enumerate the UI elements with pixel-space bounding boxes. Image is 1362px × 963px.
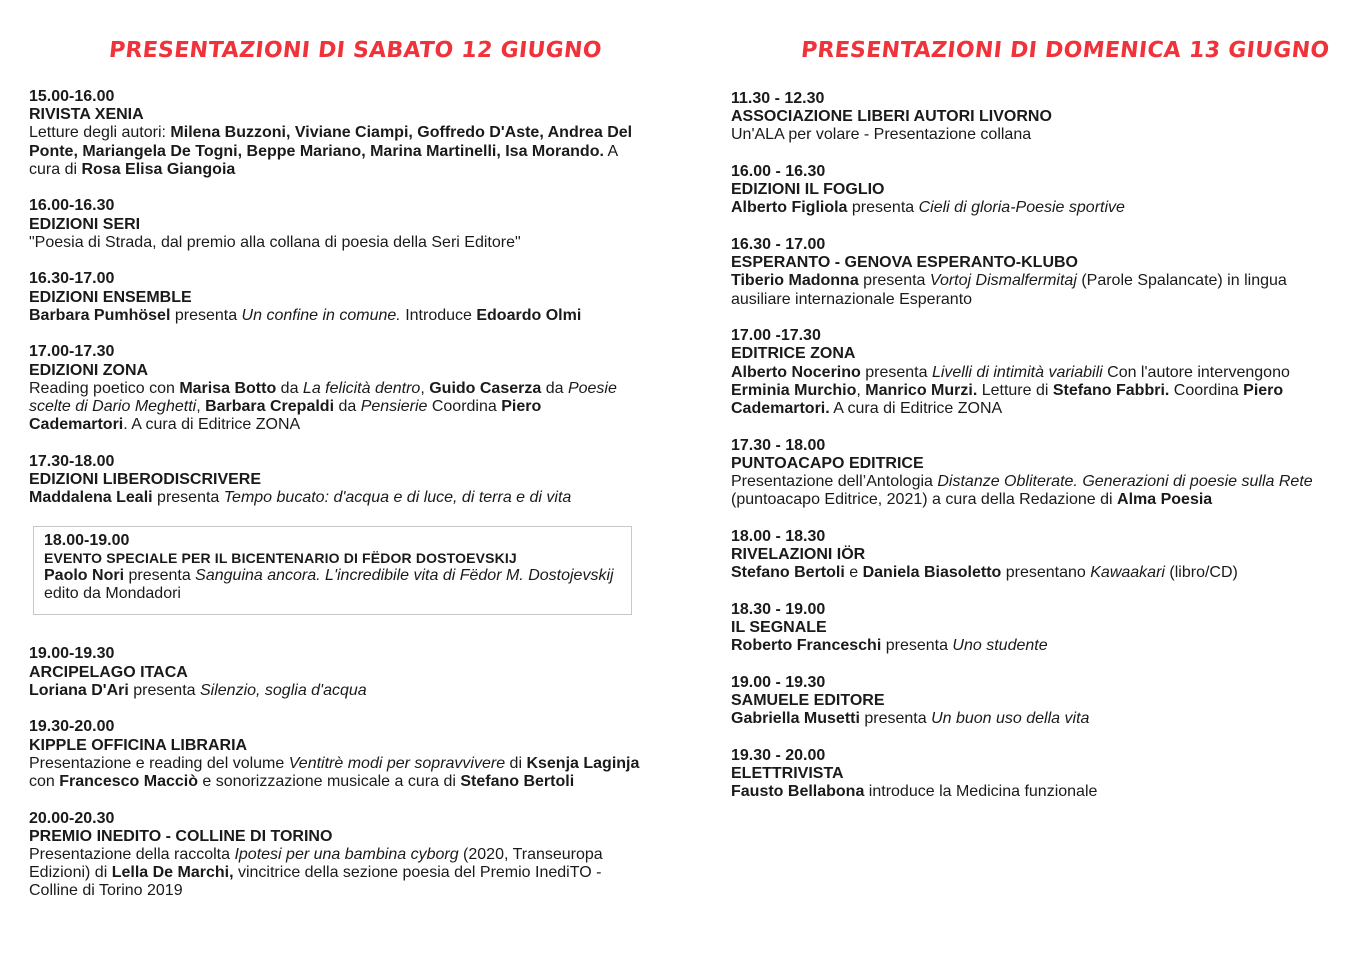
event-title: ESPERANTO - GENOVA ESPERANTO-KLUBO	[731, 254, 1078, 272]
description-text: presenta	[847, 199, 919, 217]
description-text: (puntoacapo Editrice, 2021) a cura della Redazione di	[731, 491, 1118, 509]
person-name: Manrico Murzi.	[865, 381, 978, 399]
event-item	[731, 90, 1331, 145]
description-text: (libro/CD)	[1164, 564, 1238, 582]
person-name: Ksenja Laginja	[526, 754, 640, 772]
person-name: Tiberio Madonna	[731, 272, 859, 290]
person-name: Alma Poesia	[1117, 491, 1213, 509]
person-name: Lella De Marchi,	[111, 864, 234, 882]
event-title: EDIZIONI ZONA	[29, 361, 149, 379]
event-title: KIPPLE OFFICINA LIBRARIA	[29, 736, 248, 754]
person-name: Roberto Franceschi	[731, 637, 882, 655]
person-name: Paolo Nori	[44, 567, 125, 585]
event-description	[44, 567, 621, 603]
event-time: 19.30 - 20.00	[731, 746, 826, 764]
saturday-event-list	[29, 88, 644, 919]
event-description	[29, 489, 644, 507]
event-description	[731, 272, 1331, 308]
event-item	[731, 327, 1331, 418]
event-item	[29, 718, 644, 791]
description-text: presentano	[1001, 564, 1091, 582]
event-description	[731, 564, 1331, 582]
description-text: da	[276, 379, 303, 397]
description-text: (2020, Transeuropa Edizioni) di	[29, 846, 603, 882]
event-time: 17.30-18.00	[29, 452, 115, 470]
description-text: introduce la Medicina funzionale	[864, 783, 1098, 801]
description-text: ,	[856, 381, 866, 399]
description-text: presenta	[859, 710, 932, 728]
event-time: 16.30 - 17.00	[731, 236, 826, 253]
event-title: PUNTOACAPO EDITRICE	[731, 454, 924, 472]
book-title: Uno studente	[952, 637, 1048, 655]
event-time: 16.00 - 16.30	[731, 163, 826, 180]
event-item	[29, 270, 644, 325]
event-title: EDIZIONI SERI	[29, 215, 141, 233]
person-name: Alberto Nocerino	[731, 363, 861, 381]
description-text: edito da Mondadori	[44, 585, 181, 603]
book-title: Livelli di intimità variabili	[931, 363, 1103, 381]
event-time: 19.30-20.00	[29, 718, 115, 736]
event-description	[731, 710, 1331, 728]
event-title: ASSOCIAZIONE LIBERI AUTORI LIVORNO	[731, 108, 1052, 126]
event-item	[29, 810, 644, 901]
event-title: SAMUELE EDITORE	[731, 692, 885, 710]
event-time: 16.30-17.00	[29, 270, 115, 288]
event-time: 17.00-17.30	[29, 343, 115, 361]
description-text: presenta	[170, 306, 242, 324]
description-text: "Poesia di Strada, dal premio alla collana di poesia della Seri Editore"	[29, 233, 521, 251]
event-title: PREMIO INEDITO - COLLINE DI TORINO	[29, 827, 333, 845]
event-title: EDIZIONI ENSEMBLE	[29, 288, 192, 306]
person-name: Maddalena Leali	[29, 489, 153, 507]
event-item	[29, 343, 644, 434]
description-text: di	[505, 754, 527, 772]
event-description	[29, 124, 644, 179]
event-description	[29, 682, 644, 700]
book-title: Kawaakari	[1090, 564, 1165, 582]
event-item	[731, 437, 1331, 510]
description-text: Un'ALA per volare - Presentazione collana	[731, 126, 1032, 144]
book-title: Poesie scelte di Dario Meghetti	[29, 379, 617, 416]
event-title: EVENTO SPECIALE PER IL BICENTENARIO DI FËDOR DOSTOEVSKIJ	[44, 550, 517, 567]
event-time: 11.30 - 12.30	[731, 90, 825, 107]
event-description	[29, 380, 644, 435]
event-description	[29, 755, 644, 791]
description-text: e	[844, 564, 863, 582]
event-title: RIVELAZIONI IÖR	[731, 546, 866, 564]
person-name: Loriana D'Ari	[29, 681, 129, 699]
event-item	[731, 528, 1331, 583]
book-title: Vortoj Dismalfermitaj	[929, 272, 1077, 290]
sunday-event-list	[731, 90, 1331, 820]
description-text: Con l'autore intervengono	[1102, 363, 1290, 381]
person-name: Gabriella Musetti	[731, 710, 860, 728]
book-title: Cieli di gloria-Poesie sportive	[918, 199, 1125, 217]
event-title: EDIZIONI IL FOGLIO	[731, 181, 885, 199]
person-name: Milena Buzzoni, Viviane Ciampi, Goffredo D'Aste, Andrea Del Ponte, Mariangela De Togni, Beppe Mariano, Marina Martinelli, Isa Morando.	[29, 124, 633, 160]
event-title: RIVISTA XENIA	[29, 106, 144, 124]
event-title: EDIZIONI LIBERODISCRIVERE	[29, 471, 262, 489]
description-text: presenta	[860, 363, 932, 381]
person-name: Francesco Macciò	[59, 773, 198, 791]
book-title: Tempo bucato: d'acqua e di luce, di terra e di vita	[223, 489, 572, 507]
event-description	[731, 637, 1331, 655]
book-title: Ventitrè modi per sopravvivere	[288, 754, 506, 772]
person-name: Fausto Bellabona	[731, 783, 865, 801]
event-title: ARCIPELAGO ITACA	[29, 663, 188, 681]
event-item	[29, 645, 644, 700]
description-text: presenta	[858, 272, 930, 290]
person-name: Marisa Botto	[179, 379, 277, 397]
event-description	[731, 783, 1331, 801]
event-title: IL SEGNALE	[731, 619, 827, 637]
description-text: da	[541, 379, 568, 397]
description-text: vincitrice della sezione poesia del Premio InediTO - Colline di Torino 2019	[29, 864, 602, 900]
person-name: Alberto Figliola	[731, 199, 848, 217]
event-title: ELETTRIVISTA	[731, 765, 844, 783]
person-name: Piero Cademartori.	[731, 381, 1284, 418]
event-item	[731, 747, 1331, 802]
description-text: (Parole Spalancate) in lingua ausiliare internazionale Esperanto	[731, 272, 1287, 308]
saturday-heading: PRESENTAZIONI DI SABATO 12 GIUGNO	[107, 38, 604, 63]
description-text: Coordina	[1169, 381, 1244, 399]
event-time: 15.00-16.00	[29, 88, 115, 105]
book-title: Sanguina ancora. L'incredibile vita di Fëdor M. Dostojevskij	[195, 567, 614, 585]
person-name: Erminia Murchio	[731, 381, 857, 399]
description-text: Introduce	[400, 306, 477, 324]
description-text: Presentazione e reading del volume	[29, 754, 289, 772]
description-text: A cura di	[29, 142, 618, 178]
event-description	[731, 364, 1331, 419]
event-time: 19.00 - 19.30	[731, 673, 826, 691]
description-text: Reading poetico con	[29, 379, 180, 397]
event-time: 18.30 - 19.00	[731, 600, 826, 618]
description-text: presenta	[124, 567, 196, 585]
description-text: . A cura di Editrice ZONA	[123, 416, 301, 434]
event-item	[29, 453, 644, 508]
event-time: 17.30 - 18.00	[731, 436, 826, 454]
event-time: 20.00-20.30	[29, 809, 115, 827]
book-title: Distanze Obliterate. Generazioni di poesie sulla Rete	[937, 473, 1313, 491]
special-event-box	[33, 526, 632, 616]
book-title: Pensierie	[360, 398, 428, 416]
event-item	[731, 163, 1331, 218]
person-name: Edoardo Olmi	[476, 306, 582, 324]
person-name: Barbara Crepaldi	[205, 398, 335, 416]
description-text: Presentazione della raccolta	[29, 846, 235, 864]
person-name: Guido Caserza	[429, 379, 542, 397]
event-title: EDITRICE ZONA	[731, 345, 856, 363]
event-item	[731, 674, 1331, 729]
description-text: A cura di Editrice ZONA	[829, 400, 1003, 418]
event-item	[731, 236, 1331, 309]
event-description	[29, 846, 644, 901]
event-time: 17.00 -17.30	[731, 327, 821, 345]
book-title: Un buon uso della vita	[931, 710, 1090, 728]
description-text: Coordina	[427, 398, 502, 416]
book-title: La felicità dentro	[302, 379, 421, 397]
event-description	[29, 307, 644, 325]
description-text: Letture degli autori:	[29, 124, 171, 142]
description-text: presenta	[152, 489, 224, 507]
person-name: Stefano Fabbri.	[1052, 381, 1170, 399]
description-text: presenta	[881, 637, 953, 655]
event-time: 18.00-19.00	[44, 531, 130, 549]
person-name: Stefano Bertoli	[731, 564, 845, 582]
event-item	[29, 88, 644, 179]
sunday-heading: PRESENTAZIONI DI DOMENICA 13 GIUGNO	[799, 38, 1331, 63]
person-name: Stefano Bertoli	[460, 773, 575, 791]
description-text: con	[29, 773, 60, 791]
description-text: presenta	[128, 681, 200, 699]
description-text: Letture di	[977, 381, 1053, 399]
event-description	[29, 234, 644, 252]
book-title: Un confine in comune.	[241, 306, 401, 324]
event-description	[731, 473, 1331, 509]
description-text: da	[334, 398, 361, 416]
event-description	[731, 126, 1331, 144]
event-item	[29, 197, 644, 252]
event-time: 19.00-19.30	[29, 645, 115, 663]
description-text: Presentazione dell’Antologia	[731, 473, 938, 491]
event-item	[731, 601, 1331, 656]
person-name: Barbara Pumhösel	[29, 306, 171, 324]
event-time: 18.00 - 18.30	[731, 527, 826, 545]
book-title: Ipotesi per una bambina cyborg	[234, 846, 459, 864]
description-text: e sonorizzazione musicale a cura di	[197, 773, 461, 791]
book-title: Silenzio, soglia d'acqua	[199, 681, 367, 699]
event-description	[731, 199, 1331, 217]
person-name: Daniela Biasoletto	[862, 564, 1002, 582]
person-name: Piero Cademartori	[29, 398, 542, 434]
event-time: 16.00-16.30	[29, 197, 115, 215]
description-text: ,	[196, 398, 206, 416]
description-text: ,	[420, 379, 430, 397]
person-name: Rosa Elisa Giangoia	[81, 160, 236, 178]
